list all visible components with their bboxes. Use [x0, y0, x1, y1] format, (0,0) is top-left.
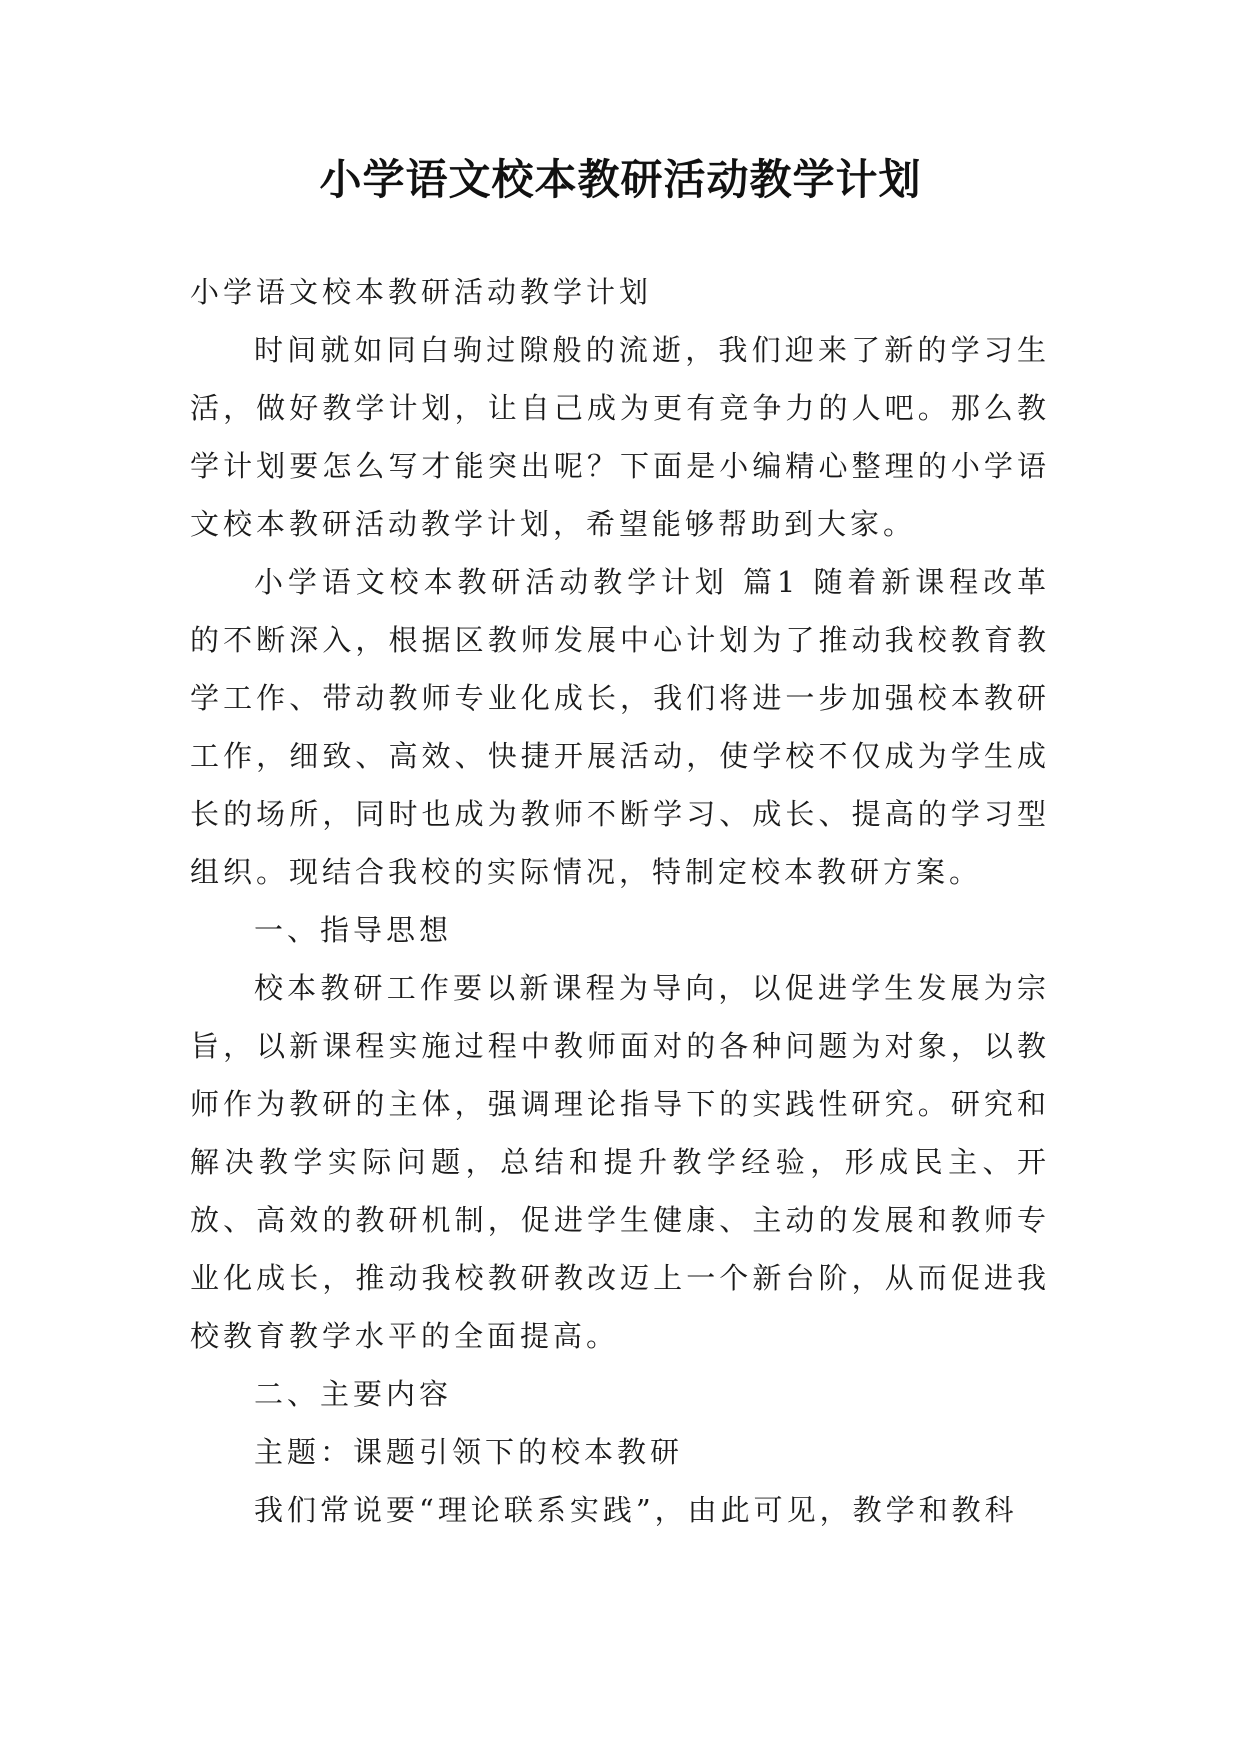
theme-line: 主题：课题引领下的校本教研 — [254, 1435, 684, 1469]
guiding-thought-paragraph: 校本教研工作要以新课程为导向，以促进学生发展为宗旨，以新课程实施过程中教师面对的各种问题为对象，以教师作为教研的主体，强调理论指导下的实践性研究。研究和解决教学实际问题，总结和提升教学经验，形成民主、开放、高效的教研机制，促进学生健康、主动的发展和教师专业化成长，推动我校教研教改迈上一个新台阶，从而促进我校教育教学水平的全面提高。 — [190, 971, 1050, 1353]
heading-guiding-thought: 一、指导思想 — [254, 913, 453, 947]
document-body — [190, 263, 1050, 1539]
section-1-paragraph: 小学语文校本教研活动教学计划 篇1 随着新课程改革的不断深入，根据区教师发展中心计划为了推动我校教育教学工作、带动教师专业化成长，我们将进一步加强校本教研工作，细致、高效、快捷开展活动，使学校不仅成为学生成长的场所，同时也成为教师不断学习、成长、提高的学习型组织。现结合我校的实际情况，特制定校本教研方案。 — [190, 565, 1050, 889]
closing-paragraph: 我们常说要“理论联系实践”，由此可见，教学和教科 — [254, 1493, 1018, 1527]
subtitle-paragraph: 小学语文校本教研活动教学计划 — [190, 275, 653, 309]
heading-main-content: 二、主要内容 — [254, 1377, 453, 1411]
intro-paragraph: 时间就如同白驹过隙般的流逝，我们迎来了新的学习生活，做好教学计划，让自己成为更有竞争力的人吧。那么教学计划要怎么写才能突出呢？下面是小编精心整理的小学语文校本教研活动教学计划，希望能够帮助到大家。 — [190, 333, 1050, 541]
document-title: 小学语文校本教研活动教学计划 — [319, 155, 922, 204]
